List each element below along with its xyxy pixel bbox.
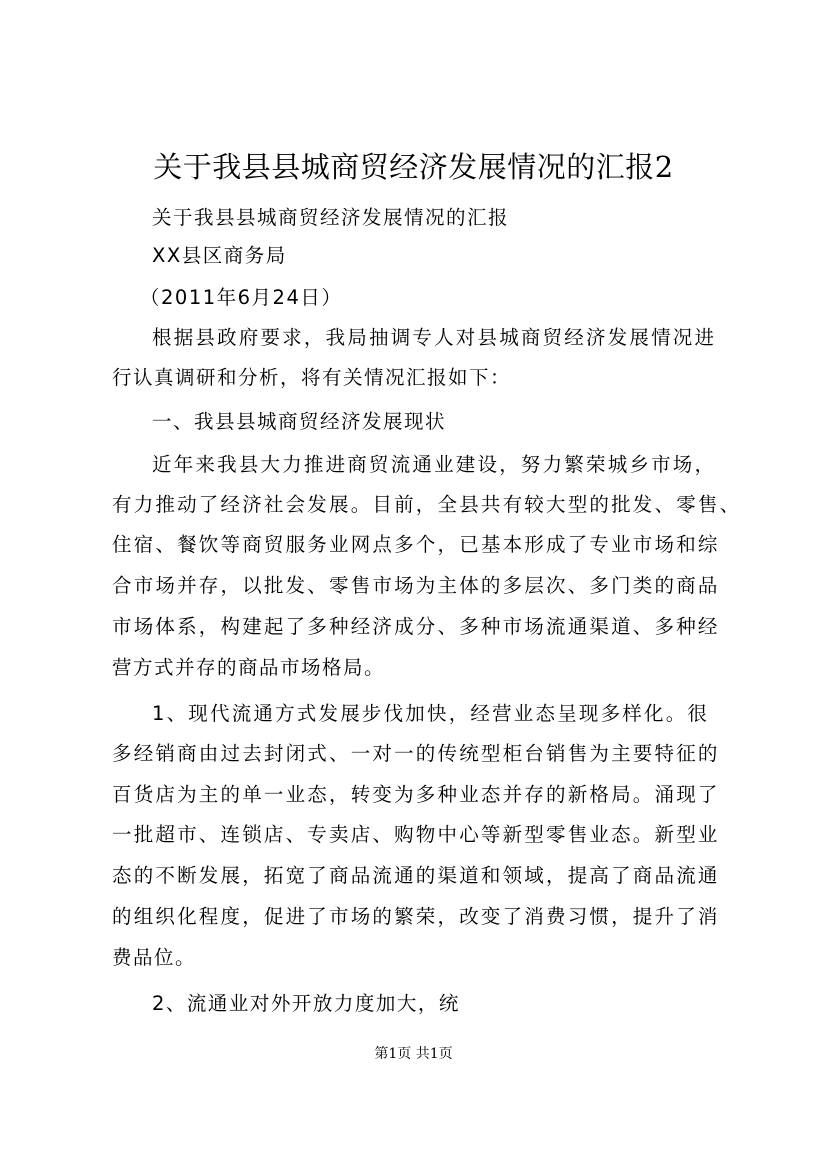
paragraph-line: 1、现代流通方式发展步伐加快，经营业态呈现多样化。很	[152, 702, 710, 725]
paragraph-line: 根据县政府要求，我局抽调专人对县城商贸经济发展情况进	[152, 326, 717, 349]
paragraph-line: 多经销商由过去封闭式、一对一的传统型柜台销售为主要特征的	[112, 742, 720, 765]
section-heading: 一、我县县城商贸经济发展现状	[152, 410, 447, 433]
paragraph-line: 有力推动了经济社会发展。目前，全县共有较大型的批发、零售、	[112, 493, 742, 516]
subtitle-line: 关于我县县城商贸经济发展情况的汇报	[152, 206, 510, 229]
paragraph-line: 近年来我县大力推进商贸流通业建设，努力繁荣城乡市场，	[152, 453, 717, 476]
paragraph-line: 的组织化程度，促进了市场的繁荣，改变了消费习惯，提升了消	[112, 905, 720, 928]
paragraph-line: 营方式并存的商品市场格局。	[112, 656, 386, 679]
paragraph-line: 百货店为主的单一业态，转变为多种业态并存的新格局。涌现了	[112, 783, 720, 806]
page-footer: 第1页 共1页	[374, 1046, 453, 1062]
paragraph-line: 市场体系，构建起了多种经济成分、多种市场流通渠道、多种经	[112, 615, 720, 638]
paragraph-line: 态的不断发展，拓宽了商品流通的渠道和领域，提高了商品流通	[112, 864, 720, 887]
paragraph-line: 合市场并存，以批发、零售市场为主体的多层次、多门类的商品	[112, 574, 720, 597]
date-line: （2011年6月24日）	[140, 286, 343, 309]
paragraph-line: 2、流通业对外开放力度加大，统	[152, 992, 460, 1015]
paragraph-line: 行认真调研和分析，将有关情况汇报如下：	[112, 366, 512, 389]
author-line: XX县区商务局	[152, 244, 287, 267]
paragraph-line: 一批超市、连锁店、专卖店、购物中心等新型零售业态。新型业	[112, 823, 720, 846]
paragraph-line: 费品位。	[112, 946, 197, 969]
document-title: 关于我县县城商贸经济发展情况的汇报2	[153, 150, 674, 184]
paragraph-line: 住宿、餐饮等商贸服务业网点多个，已基本形成了专业市场和综	[112, 533, 720, 556]
